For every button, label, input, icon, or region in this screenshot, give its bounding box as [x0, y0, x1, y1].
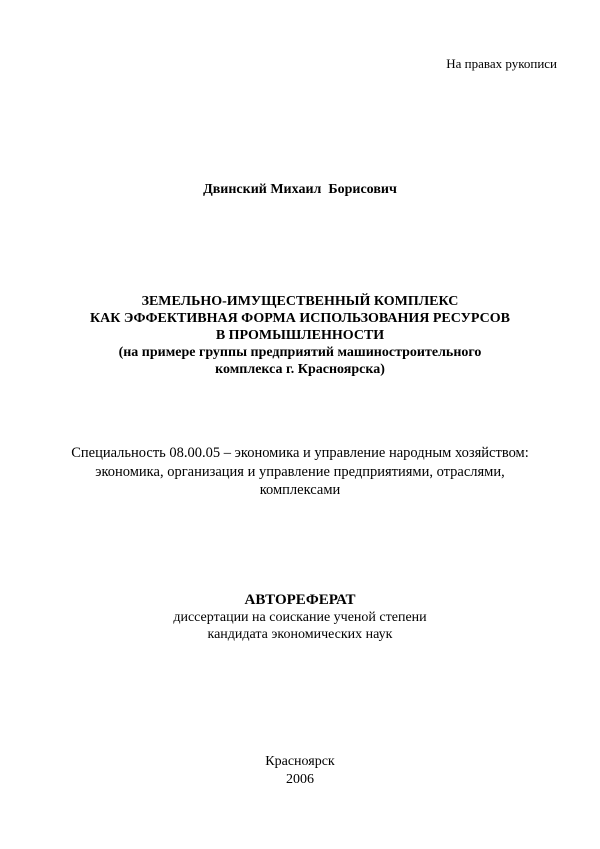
abstract-heading: АВТОРЕФЕРАТ [244, 592, 356, 608]
manuscript-note: На правах рукописи [446, 56, 557, 71]
city: Красноярск [265, 754, 335, 769]
title-subtitle-line: комплекса г. Красноярска) [215, 362, 385, 377]
title-subtitle-line: (на примере группы предприятий машиностроительного [118, 345, 482, 360]
title-line: В ПРОМЫШЛЕННОСТИ [215, 328, 385, 343]
author-name: Двинский Михаил Борисович [203, 182, 397, 197]
title-line: ЗЕМЕЛЬНО-ИМУЩЕСТВЕННЫЙ КОМПЛЕКС [141, 294, 459, 309]
specialty-line: экономика, организация и управление предприятиями, отраслями, [95, 464, 505, 480]
year: 2006 [286, 772, 314, 787]
title-line: КАК ЭФФЕКТИВНАЯ ФОРМА ИСПОЛЬЗОВАНИЯ РЕСУРСОВ [89, 311, 510, 326]
degree-line: диссертации на соискание ученой степени [173, 610, 427, 625]
specialty-line: комплексами [259, 482, 341, 498]
specialty-line: Специальность 08.00.05 – экономика и управление народным хозяйством: [71, 445, 529, 461]
degree-line: кандидата экономических наук [207, 627, 393, 642]
